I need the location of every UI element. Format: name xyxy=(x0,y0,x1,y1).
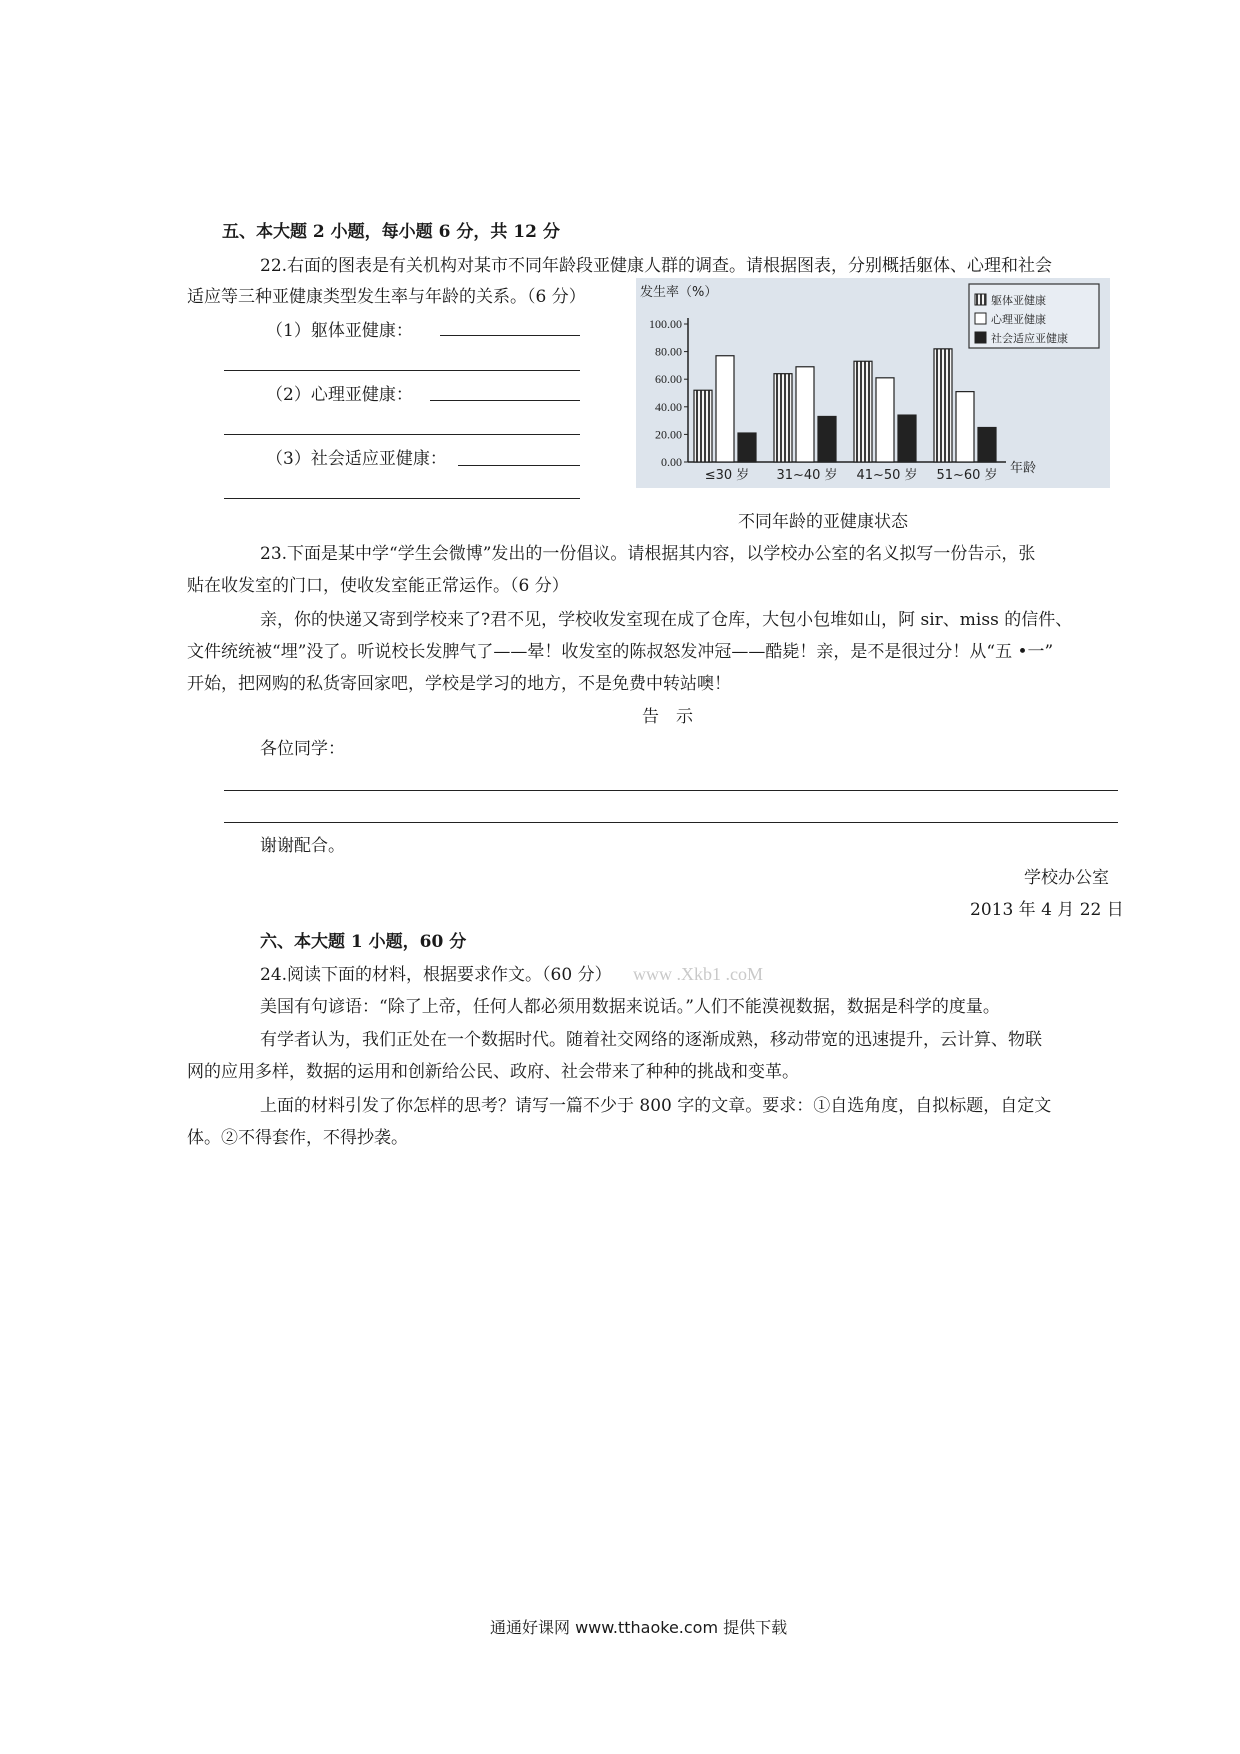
q22-item-1-label: （1）躯体亚健康： xyxy=(266,321,413,341)
q22-item-3-label: （3）社会适应亚健康： xyxy=(266,449,447,469)
q23-line-1: 23.下面是某中学“学生会微博”发出的一份倡议。请根据其内容，以学校办公室的名义拟写一份告示，张 xyxy=(260,544,1036,564)
x-tick-label: ≤30 岁 xyxy=(704,468,750,483)
age-health-chart xyxy=(636,278,1110,488)
notice-blank-1[interactable] xyxy=(224,790,1118,791)
q22-item-2-blank[interactable] xyxy=(430,400,580,401)
bar-chart-svg xyxy=(636,278,1110,488)
bar xyxy=(716,356,734,462)
bar xyxy=(738,433,756,462)
q24-line-1: 24.阅读下面的材料，根据要求作文。（60 分） xyxy=(260,965,612,985)
bar xyxy=(934,349,952,462)
footer-text[interactable]: 通通好课网 www.tthaoke.com 提供下载 xyxy=(490,1618,788,1637)
notice-signature: 学校办公室 xyxy=(1024,868,1109,888)
q22-item-3-blank[interactable] xyxy=(458,465,580,466)
q24-para-2a: 有学者认为，我们正处在一个数据时代。随着社交网络的逐渐成熟，移动带宽的迅速提升，云计算、物联 xyxy=(260,1030,1042,1050)
legend-swatch xyxy=(975,294,986,305)
y-tick-label: 100.00 xyxy=(649,317,682,331)
notice-greeting: 各位同学： xyxy=(260,739,345,759)
notice-title: 告 示 xyxy=(642,707,693,727)
bar xyxy=(854,361,872,462)
x-tick-label: 51~60 岁 xyxy=(936,468,998,483)
y-axis-label: 发生率（%） xyxy=(640,285,718,300)
q23-para-1: 亲，你的快递又寄到学校来了?君不见，学校收发室现在成了仓库，大包小包堆如山，阿 sir、miss 的信件、 xyxy=(260,610,1073,630)
notice-blank-2[interactable] xyxy=(224,822,1118,823)
q24-para-3b: 体。②不得套作，不得抄袭。 xyxy=(187,1128,408,1148)
q22-item-2-blank-2[interactable] xyxy=(224,434,580,435)
x-tick-label: 31~40 岁 xyxy=(776,468,838,483)
y-tick-label: 60.00 xyxy=(655,372,682,387)
legend-label: 社会适应亚健康 xyxy=(991,332,1068,345)
bar xyxy=(956,392,974,462)
legend-label: 心理亚健康 xyxy=(991,313,1046,326)
legend-label: 躯体亚健康 xyxy=(991,294,1046,307)
notice-thanks: 谢谢配合。 xyxy=(260,836,345,856)
legend-swatch xyxy=(975,313,986,324)
bar xyxy=(796,367,814,462)
q24-para-1: 美国有句谚语：“除了上帝，任何人都必须用数据来说话。”人们不能漠视数据，数据是科学的度量。 xyxy=(260,997,1000,1017)
q23-para-2: 文件统统被“埋”没了。听说校长发脾气了——晕！收发室的陈叔怒发冲冠——酷毙！亲，是不是很过分！从“五 •一” xyxy=(187,642,1054,662)
q24-para-3a: 上面的材料引发了你怎样的思考？请写一篇不少于 800 字的文章。要求：①自选角度，自拟标题，自定文 xyxy=(260,1096,1052,1116)
y-tick-label: 20.00 xyxy=(655,427,682,442)
bar xyxy=(774,374,792,462)
q23-para-3: 开始，把网购的私货寄回家吧，学校是学习的地方，不是免费中转站噢！ xyxy=(187,674,731,694)
q24-para-2b: 网的应用多样，数据的运用和创新给公民、政府、社会带来了种种的挑战和变革。 xyxy=(187,1062,799,1082)
q22-line-1: 22.右面的图表是有关机构对某市不同年龄段亚健康人群的调查。请根据图表，分别概括躯体、心理和社会 xyxy=(260,256,1053,276)
section-5-heading: 五、本大题 2 小题，每小题 6 分，共 12 分 xyxy=(222,222,560,242)
q22-item-2-label: （2）心理亚健康： xyxy=(266,385,413,405)
bar xyxy=(694,390,712,462)
chart-caption: 不同年龄的亚健康状态 xyxy=(738,512,908,532)
bar xyxy=(876,378,894,462)
bar xyxy=(978,428,996,463)
q22-item-1-blank[interactable] xyxy=(440,335,580,336)
y-tick-label: 0.00 xyxy=(661,455,682,469)
y-tick-label: 80.00 xyxy=(655,344,682,359)
bar xyxy=(898,415,916,462)
notice-date: 2013 年 4 月 22 日 xyxy=(970,900,1124,920)
q23-line-2: 贴在收发室的门口，使收发室能正常运作。（6 分） xyxy=(187,576,569,596)
y-tick-label: 40.00 xyxy=(655,399,682,414)
x-tick-label: 41~50 岁 xyxy=(856,468,918,483)
watermark-text: www .Xkb1 .coM xyxy=(633,964,763,984)
q22-item-3-blank-2[interactable] xyxy=(224,498,580,499)
bar xyxy=(818,416,836,462)
q22-item-1-blank-2[interactable] xyxy=(224,370,580,371)
x-axis-label: 年龄 xyxy=(1010,461,1037,476)
q22-line-2: 适应等三种亚健康类型发生率与年龄的关系。（6 分） xyxy=(187,287,586,307)
section-6-heading: 六、本大题 1 小题，60 分 xyxy=(260,932,467,952)
legend-swatch xyxy=(975,332,986,343)
